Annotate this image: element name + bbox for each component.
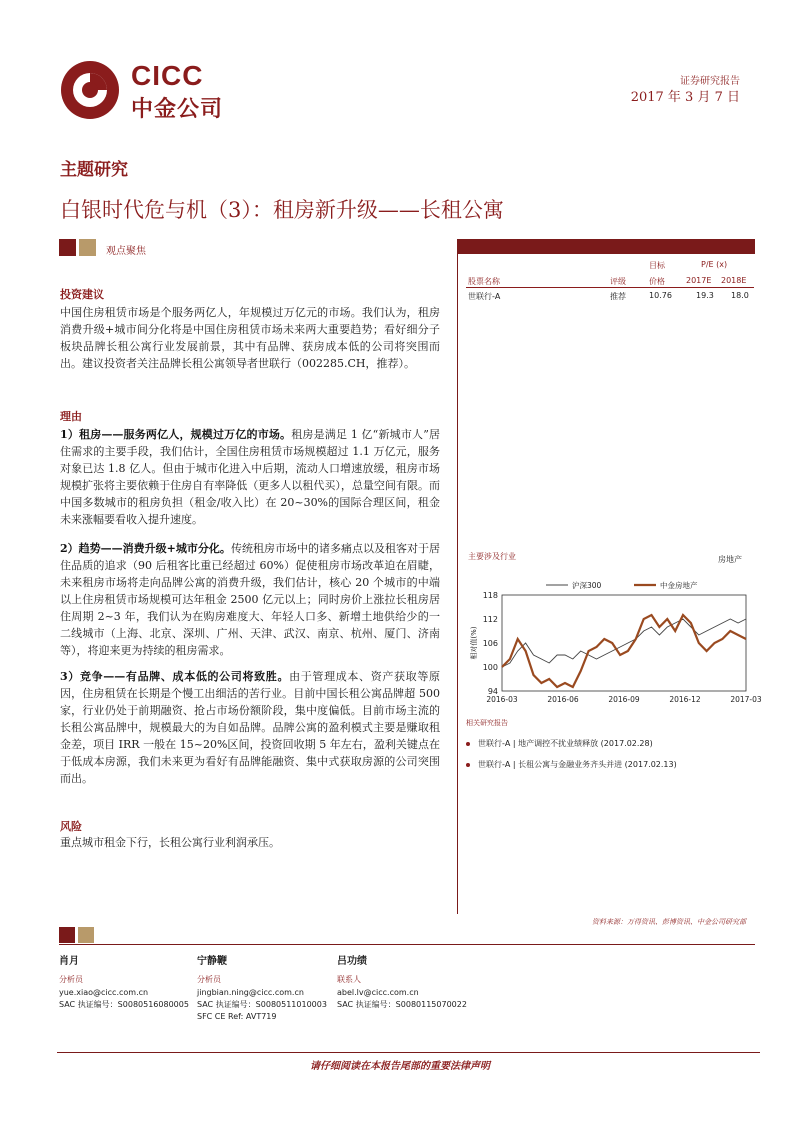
reason-2-text: 传统租房市场中的诸多痛点以及租客对于居住品质的追求（90 后租客比重已经超过 60%）促使租房市场改革迫在眉睫，未来租房市场将走向品牌公寓的消费升级，我们估计，核心 20 个城市的中端以上住房租赁市场规模可达年租金 2500 亿元以上；同时房价上涨拉长租房居住周期 2~3 年，我们认为在购房难度大、年轻人口多、新增土地供给少的一二线城市（上海、北京、深圳、广州、天津、武汉、南京、杭州、厦门、济南等），将迎来更为持续的租房需求。 bbox=[60, 542, 441, 657]
analyst-sfc: SFC CE Ref: AVT719 bbox=[197, 1012, 277, 1021]
th-target: 目标 bbox=[649, 261, 665, 270]
th-name: 股票名称 bbox=[468, 277, 500, 286]
analyst-card bbox=[59, 952, 189, 1010]
chart-series bbox=[502, 615, 746, 687]
th-price: 价格 bbox=[649, 277, 665, 286]
analyst-sac: SAC 执证编号：S0080115070022 bbox=[337, 1000, 467, 1009]
table-rule bbox=[466, 287, 754, 288]
industry-label: 主要涉及行业 bbox=[468, 552, 516, 561]
analyst-bar-dark bbox=[59, 927, 75, 943]
legend-label: 中金房地产 bbox=[660, 581, 698, 590]
analyst-role: 联系人 bbox=[337, 975, 361, 984]
y-axis-label: 相对值(%) bbox=[470, 626, 478, 660]
x-tick-label: 2016-09 bbox=[608, 695, 640, 704]
risk-text: 重点城市租金下行，长租公寓行业利润承压。 bbox=[60, 836, 280, 849]
series-line bbox=[502, 619, 746, 667]
reason-3 bbox=[60, 668, 440, 787]
focus-bar-gold bbox=[79, 239, 96, 256]
reason-3-lead: 3）竞争——有品牌、成本低的公司将致胜。 bbox=[60, 670, 290, 683]
analyst-name: 肖月 bbox=[59, 956, 79, 967]
reason-1 bbox=[60, 426, 440, 528]
th-2018: 2018E bbox=[721, 276, 747, 285]
stock-pe-2017: 19.3 bbox=[696, 291, 714, 300]
y-tick-label: 106 bbox=[482, 639, 498, 648]
y-tick-label: 118 bbox=[482, 591, 498, 600]
analyst-name: 吕功绩 bbox=[337, 956, 367, 967]
reason-2 bbox=[60, 540, 440, 659]
series-line bbox=[502, 615, 746, 687]
x-tick-label: 2016-06 bbox=[547, 695, 579, 704]
th-2017: 2017E bbox=[686, 276, 712, 285]
x-tick-label: 2017-03 bbox=[730, 695, 762, 704]
related-link[interactable]: 世联行-A | 长租公寓与金融业务齐头并进 (2017.02.13) bbox=[478, 760, 677, 769]
sidebar-top-rule bbox=[457, 239, 755, 254]
analyst-role: 分析员 bbox=[197, 975, 221, 984]
y-tick-label: 112 bbox=[482, 615, 498, 624]
performance-chart bbox=[466, 575, 762, 715]
x-tick-label: 2016-03 bbox=[486, 695, 518, 704]
legal-notice: 请仔细阅读在本报告尾部的重要法律声明 bbox=[310, 1061, 490, 1072]
reason-3-text: 由于管理成本、资产获取等原因，住房租赁在长期是个慢工出细活的苦行业。目前中国长租公寓品牌超 500 家，行业仍处于前期融资、抢占市场份额阶段，集中度偏低。目前市场主流的长租公寓品牌中，规模最大的为自如品牌。品牌公寓的盈利模式主要是赚取租金差，项目 IRR 一般在 15~20%区间，投资回收期 5 年左右，盈利关键点在于低成本房源，我们未来更为看好有品牌能融资、集中式获取房源的公司突围而出。 bbox=[60, 670, 440, 785]
cicc-logo-icon bbox=[60, 60, 120, 120]
analyst-sac: SAC 执证编号：S0080511010003 bbox=[197, 1000, 327, 1009]
analyst-card bbox=[197, 952, 327, 1021]
reason-2-lead: 2）趋势——消费升级+城市分化。 bbox=[60, 542, 231, 555]
logo-en: CICC bbox=[131, 60, 204, 91]
related-item[interactable] bbox=[466, 738, 653, 749]
stock-price: 10.76 bbox=[649, 291, 672, 300]
advice-heading: 投资建议 bbox=[60, 288, 104, 301]
report-date: 2017 年 3 月 7 日 bbox=[630, 90, 740, 105]
y-tick-label: 100 bbox=[482, 663, 498, 672]
reason-heading: 理由 bbox=[60, 410, 82, 423]
analyst-email[interactable]: jingbian.ning@cicc.com.cn bbox=[197, 988, 304, 997]
footer-rule bbox=[57, 1052, 760, 1053]
y-tick-label: 94 bbox=[487, 687, 498, 696]
source-note: 资料来源：万得资讯、彭博资讯、中金公司研究部 bbox=[592, 918, 746, 926]
report-category: 主题研究 bbox=[60, 160, 128, 180]
related-title: 相关研究报告 bbox=[466, 719, 508, 727]
related-item[interactable] bbox=[466, 759, 677, 770]
bullet-icon bbox=[466, 763, 470, 767]
focus-label: 观点聚焦 bbox=[106, 246, 146, 257]
related-link[interactable]: 世联行-A | 地产调控不扰业绩释放 (2017.02.28) bbox=[478, 739, 653, 748]
chart-legend bbox=[546, 580, 698, 590]
reason-1-text: 租房是满足 1 亿“新城市人”居住需求的主要手段，我们估计，全国住房租赁市场规模超过 1.1 万亿元，服务对象已达 1.8 亿人。但由于城市化进入中后期，流动人口增速放缓，租房市场规模扩张将主要依赖于住房自有率降低（更多人以租代买），总量空间有限。而中国多数城市的租房负担（租金/收入比）在 20~30%的国际合理区间，租金未来涨幅要看收入提升速度。 bbox=[60, 428, 440, 526]
risk-heading: 风险 bbox=[60, 820, 82, 833]
th-rating: 评级 bbox=[610, 277, 626, 286]
analyst-rule bbox=[59, 944, 755, 945]
analyst-sac: SAC 执证编号：S0080516080005 bbox=[59, 1000, 189, 1009]
legend-label: 沪深300 bbox=[572, 581, 602, 590]
advice-text: 中国住房租赁市场是个服务两亿人，年规模过万亿元的市场。我们认为，租房消费升级+城市间分化将是中国住房租赁市场未来两大重要趋势；看好细分子板块品牌长租公寓行业发展前景，其中有品牌、获房成本低的公司将突围而出。建议投资者关注品牌长租公寓领导者世联行（002285.CH，推荐）。 bbox=[60, 306, 440, 370]
analyst-role: 分析员 bbox=[59, 975, 83, 984]
reason-1-lead: 1）租房——服务两亿人，规模过万亿的市场。 bbox=[60, 428, 292, 441]
industry-value: 房地产 bbox=[718, 555, 742, 564]
analyst-email[interactable]: abel.lv@cicc.com.cn bbox=[337, 988, 419, 997]
doc-type: 证券研究报告 bbox=[680, 76, 740, 87]
analyst-card bbox=[337, 952, 467, 1010]
x-tick-label: 2016-12 bbox=[669, 695, 701, 704]
analyst-bar-gold bbox=[78, 927, 94, 943]
stock-pe-2018: 18.0 bbox=[731, 291, 749, 300]
report-title: 白银时代危与机（3）：租房新升级——长租公寓 bbox=[60, 198, 504, 222]
analyst-email[interactable]: yue.xiao@cicc.com.cn bbox=[59, 988, 149, 997]
focus-bar-dark bbox=[59, 239, 76, 256]
th-pe: P/E (x) bbox=[701, 260, 728, 269]
logo-cn: 中金公司 bbox=[131, 97, 224, 122]
bullet-icon bbox=[466, 742, 470, 746]
stock-rating: 推荐 bbox=[610, 292, 626, 301]
stock-name: 世联行-A bbox=[468, 292, 501, 301]
plot-frame bbox=[502, 595, 746, 691]
analyst-name: 宁静鞭 bbox=[197, 956, 227, 967]
